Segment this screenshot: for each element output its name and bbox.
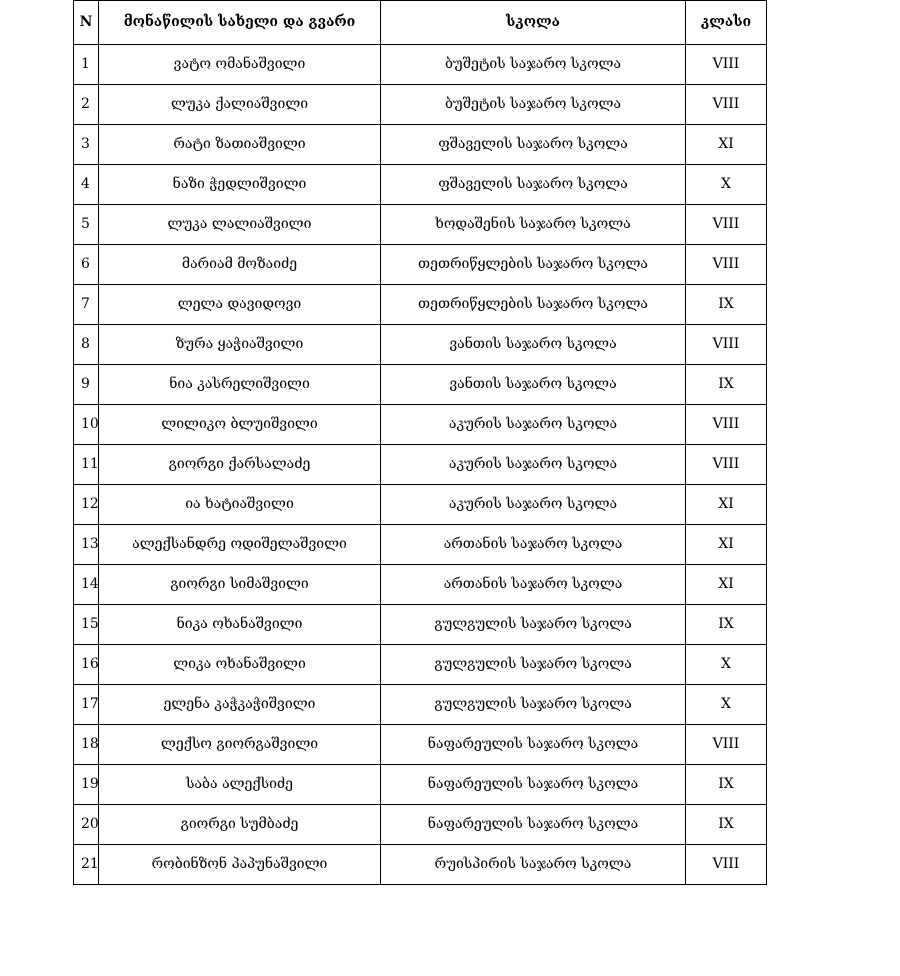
table-row: [74, 725, 767, 765]
grade-value: IX: [686, 805, 767, 845]
participant-name: მარიამ მოზაიძე: [99, 245, 381, 285]
table-row: [74, 85, 767, 125]
participant-name: ვატო ომანაშვილი: [99, 45, 381, 85]
row-number: 19: [74, 765, 99, 805]
grade-value: VIII: [686, 205, 767, 245]
participant-name: ლუკა ქალიაშვილი: [99, 85, 381, 125]
row-number: 13: [74, 525, 99, 565]
row-number: 8: [74, 325, 99, 365]
school-name: აკურის საჯარო სკოლა: [381, 485, 686, 525]
school-name: ბუშეტის საჯარო სკოლა: [381, 85, 686, 125]
school-name: ნაფარეულის საჯარო სკოლა: [381, 765, 686, 805]
school-name: ფშაველის საჯარო სკოლა: [381, 165, 686, 205]
row-number: 21: [74, 845, 99, 885]
row-number: 6: [74, 245, 99, 285]
table-row: [74, 845, 767, 885]
grade-value: X: [686, 685, 767, 725]
participant-name: ზურა ყაჭიაშვილი: [99, 325, 381, 365]
participant-name: გიორგი ქარსალაძე: [99, 445, 381, 485]
grade-value: XI: [686, 485, 767, 525]
school-name: აკურის საჯარო სკოლა: [381, 445, 686, 485]
school-name: ვანთის საჯარო სკოლა: [381, 325, 686, 365]
school-name: ნაფარეულის საჯარო სკოლა: [381, 805, 686, 845]
table-row: [74, 765, 767, 805]
table-row: [74, 445, 767, 485]
row-number: 16: [74, 645, 99, 685]
school-name: აკურის საჯარო სკოლა: [381, 405, 686, 445]
row-number: 1: [74, 45, 99, 85]
header-name: მონაწილის სახელი და გვარი: [99, 1, 381, 45]
row-number: 17: [74, 685, 99, 725]
participant-name: ნია კასრელიშვილი: [99, 365, 381, 405]
school-name: რუისპირის საჯარო სკოლა: [381, 845, 686, 885]
row-number: 9: [74, 365, 99, 405]
table-row: [74, 325, 767, 365]
header-grade: კლასი: [686, 1, 767, 45]
table-row: [74, 805, 767, 845]
header-school: სკოლა: [381, 1, 686, 45]
table-row: [74, 365, 767, 405]
table-row: [74, 685, 767, 725]
school-name: გულგულის საჯარო სკოლა: [381, 605, 686, 645]
school-name: ვანთის საჯარო სკოლა: [381, 365, 686, 405]
participant-name: რატი ზათიაშვილი: [99, 125, 381, 165]
school-name: ართანის საჯარო სკოლა: [381, 565, 686, 605]
school-name: ართანის საჯარო სკოლა: [381, 525, 686, 565]
participant-name: საბა ალექსიძე: [99, 765, 381, 805]
table-row: [74, 205, 767, 245]
table-body: [74, 45, 767, 885]
row-number: 7: [74, 285, 99, 325]
school-name: გულგულის საჯარო სკოლა: [381, 645, 686, 685]
grade-value: IX: [686, 285, 767, 325]
participant-name: ლელა დავიდოვი: [99, 285, 381, 325]
grade-value: VIII: [686, 845, 767, 885]
participant-name: გიორგი სიმაშვილი: [99, 565, 381, 605]
table-row: [74, 165, 767, 205]
row-number: 20: [74, 805, 99, 845]
participant-name: ლიკა ოხანაშვილი: [99, 645, 381, 685]
grade-value: VIII: [686, 325, 767, 365]
row-number: 3: [74, 125, 99, 165]
row-number: 15: [74, 605, 99, 645]
table-row: [74, 405, 767, 445]
grade-value: X: [686, 645, 767, 685]
participant-name: ლუკა ლალიაშვილი: [99, 205, 381, 245]
row-number: 2: [74, 85, 99, 125]
grade-value: VIII: [686, 725, 767, 765]
table-row: [74, 525, 767, 565]
participant-name: ნაზი ჭედლიშვილი: [99, 165, 381, 205]
participant-name: ნიკა ოხანაშვილი: [99, 605, 381, 645]
table-row: [74, 565, 767, 605]
participant-name: ლექსო გიორგაშვილი: [99, 725, 381, 765]
row-number: 12: [74, 485, 99, 525]
grade-value: VIII: [686, 85, 767, 125]
table-row: [74, 45, 767, 85]
grade-value: VIII: [686, 45, 767, 85]
school-name: ხოდაშენის საჯარო სკოლა: [381, 205, 686, 245]
row-number: 14: [74, 565, 99, 605]
grade-value: VIII: [686, 445, 767, 485]
header-number: N: [74, 1, 99, 45]
row-number: 5: [74, 205, 99, 245]
grade-value: VIII: [686, 245, 767, 285]
row-number: 18: [74, 725, 99, 765]
school-name: თეთრიწყლების საჯარო სკოლა: [381, 245, 686, 285]
participant-name: ლილიკო ბლუიშვილი: [99, 405, 381, 445]
school-name: თეთრიწყლების საჯარო სკოლა: [381, 285, 686, 325]
grade-value: IX: [686, 365, 767, 405]
table-row: [74, 605, 767, 645]
table-row: [74, 645, 767, 685]
participants-table: [73, 0, 767, 885]
table-row: [74, 285, 767, 325]
school-name: გულგულის საჯარო სკოლა: [381, 685, 686, 725]
grade-value: XI: [686, 525, 767, 565]
grade-value: XI: [686, 125, 767, 165]
row-number: 11: [74, 445, 99, 485]
school-name: ბუშეტის საჯარო სკოლა: [381, 45, 686, 85]
table-row: [74, 485, 767, 525]
participant-name: ალექსანდრე ოდიშელაშვილი: [99, 525, 381, 565]
participant-name: ელენა კაჭკაჭიშვილი: [99, 685, 381, 725]
grade-value: IX: [686, 765, 767, 805]
school-name: ნაფარეულის საჯარო სკოლა: [381, 725, 686, 765]
table-row: [74, 245, 767, 285]
participant-name: გიორგი სუმბაძე: [99, 805, 381, 845]
grade-value: IX: [686, 605, 767, 645]
grade-value: X: [686, 165, 767, 205]
school-name: ფშაველის საჯარო სკოლა: [381, 125, 686, 165]
row-number: 10: [74, 405, 99, 445]
table-row: [74, 125, 767, 165]
participant-name: რობინზონ პაპუნაშვილი: [99, 845, 381, 885]
grade-value: XI: [686, 565, 767, 605]
header-row: [74, 1, 767, 45]
row-number: 4: [74, 165, 99, 205]
grade-value: VIII: [686, 405, 767, 445]
participant-name: ია ხატიაშვილი: [99, 485, 381, 525]
